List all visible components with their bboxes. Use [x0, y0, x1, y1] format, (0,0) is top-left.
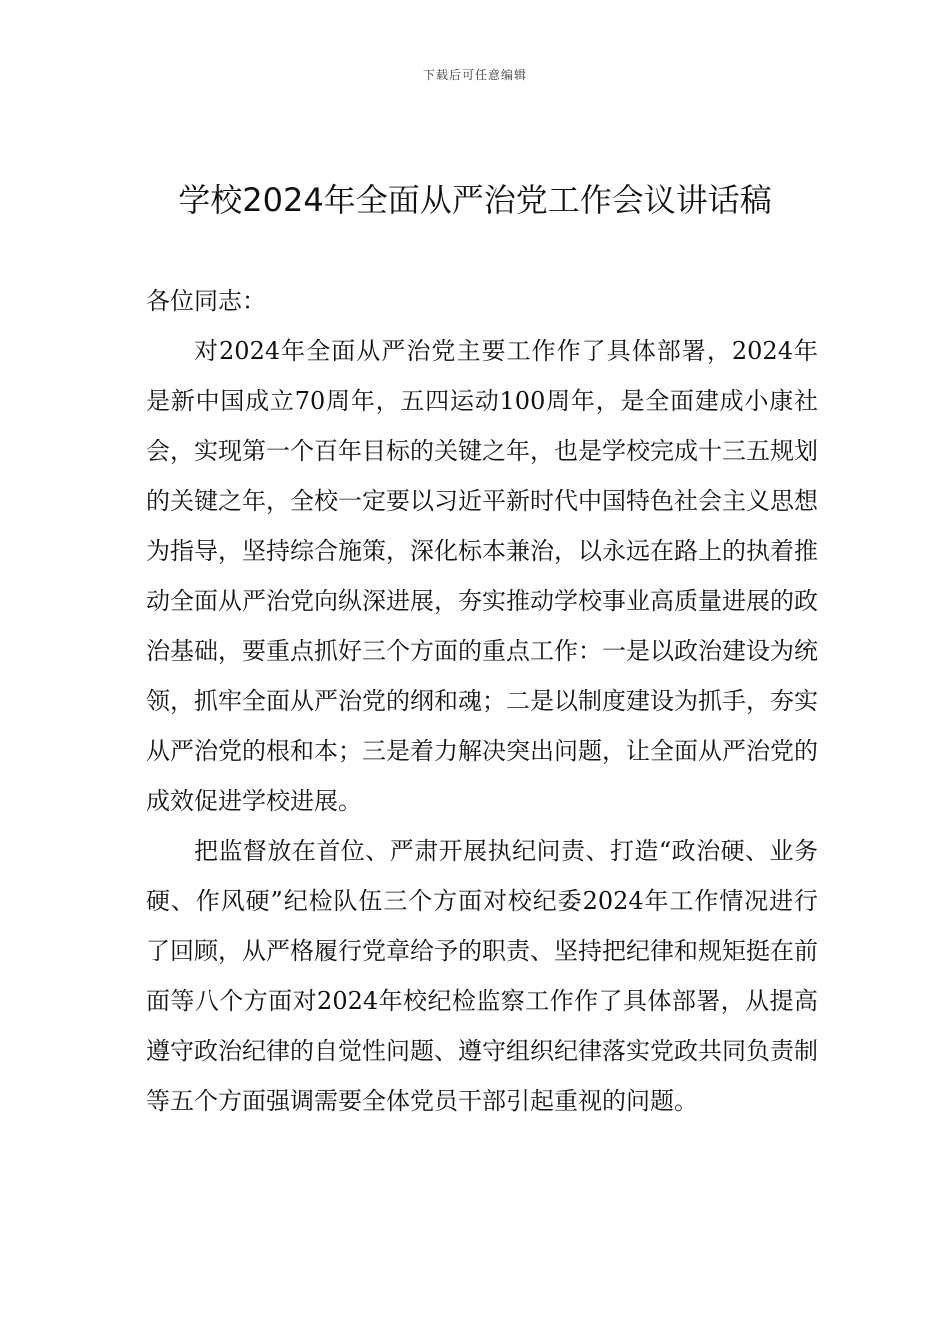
document-title: 学校2024年全面从严治党工作会议讲话稿: [178, 181, 772, 219]
paragraph-2: 把监督放在首位、严肃开展执纪问责、打造“政治硬、业务硬、作风硬”纪检队伍三个方面对校纪委2024年工作情况进行了回顾，从严格履行党章给予的职责、坚持把纪律和规矩挺在前面等八个方面对2024年校纪检监察工作作了具体部署，从提高遵守政治纪律的自觉性问题、遵守组织纪律落实党政共同负责制等五个方面强调需要全体党员干部引起重视的问题。: [146, 837, 818, 1115]
document-body: [146, 276, 818, 1126]
salutation: 各位同志：: [146, 287, 266, 315]
header-note: 下载后可任意编辑: [422, 68, 527, 82]
paragraph-1: 对2024年全面从严治党主要工作作了具体部署，2024年是新中国成立70周年，五四运动100周年，是全面建成小康社会，实现第一个百年目标的关键之年，也是学校完成十三五规划的关键之年，全校一定要以习近平新时代中国特色社会主义思想为指导，坚持综合施策，深化标本兼治，以永远在路上的执着推动全面从严治党向纵深进展，夯实推动学校事业高质量进展的政治基础，要重点抓好三个方面的重点工作：一是以政治建设为统领，抓牢全面从严治党的纲和魂；二是以制度建设为抓手，夯实从严治党的根和本；三是着力解决突出问题，让全面从严治党的成效促进学校进展。: [146, 337, 818, 815]
